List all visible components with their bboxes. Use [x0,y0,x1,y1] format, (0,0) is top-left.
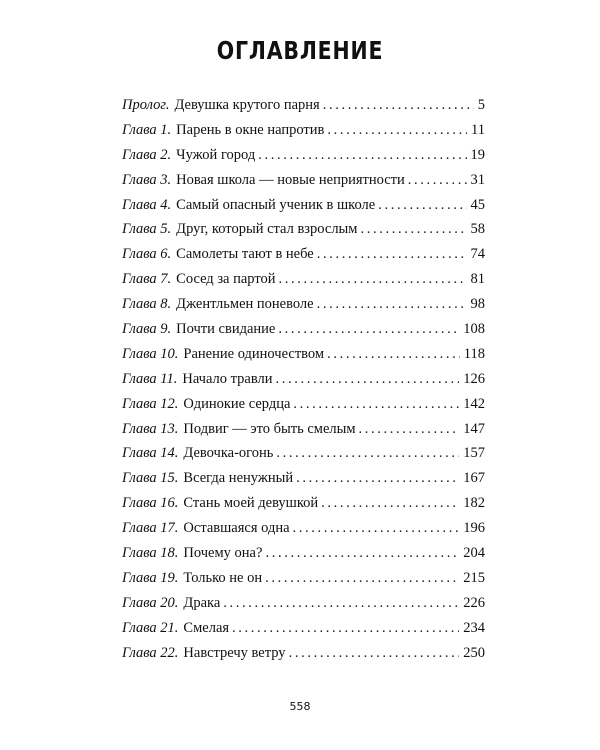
dot-leader [223,591,459,616]
toc-entry [122,392,485,417]
chapter-page-number: 250 [463,644,485,661]
chapter-label: Глава 17. [122,520,179,537]
dot-leader [317,292,467,317]
dot-leader [265,566,459,591]
chapter-label: Пролог. [122,97,170,113]
chapter-label: Глава 12. [122,395,179,412]
table-of-contents [122,93,485,665]
toc-entry [122,93,485,118]
chapter-title: Смелая [183,619,230,636]
toc-entry [122,367,485,392]
chapter-label: Глава 1. [122,121,172,138]
dot-leader [289,641,460,666]
chapter-page-number: 98 [470,296,485,313]
chapter-title: Джентльмен поневоле [176,296,314,313]
chapter-label: Глава 15. [122,470,179,487]
toc-entry [122,417,485,442]
dot-leader [293,392,459,417]
toc-entry [122,317,485,342]
chapter-title: Оставшаяся одна [183,520,290,537]
chapter-title: Почти свидание [176,321,276,338]
chapter-page-number: 126 [463,370,485,387]
chapter-label: Глава 2. [122,146,172,163]
chapter-page-number: 157 [463,445,485,462]
toc-entry [122,193,485,218]
chapter-title: Ранение одиночеством [183,345,325,362]
chapter-label: Глава 11. [122,370,178,387]
chapter-label: Глава 20. [122,594,179,611]
chapter-title: Самолеты тают в небе [176,246,314,263]
dot-leader [278,317,459,342]
chapter-title: Друг, который стал взрослым [176,221,358,238]
chapter-label: Глава 21. [122,619,179,636]
dot-leader [276,441,459,466]
dot-leader [258,143,466,168]
toc-entry [122,118,485,143]
dot-leader [323,93,474,118]
chapter-title: Парень в окне напротив [176,121,325,138]
chapter-label: Глава 4. [122,196,172,213]
toc-entry [122,541,485,566]
dot-leader [327,342,460,367]
chapter-label: Глава 19. [122,569,179,586]
chapter-label: Глава 9. [122,321,172,338]
chapter-page-number: 81 [470,271,485,288]
page-title: ОГЛАВЛЕНИЕ [216,36,384,65]
chapter-title: Начало травли [182,370,273,387]
toc-entry [122,491,485,516]
chapter-label: Глава 7. [122,271,172,288]
chapter-page-number: 31 [470,171,485,188]
chapter-page-number: 204 [463,545,485,562]
chapter-page-number: 5 [477,97,485,113]
chapter-page-number: 196 [463,520,485,537]
chapter-label: Глава 14. [122,445,179,462]
chapter-page-number: 226 [463,594,485,611]
toc-entry [122,566,485,591]
toc-entry [122,242,485,267]
toc-entry [122,143,485,168]
chapter-label: Глава 22. [122,644,179,661]
chapter-title: Только не он [183,569,263,586]
chapter-label: Глава 16. [122,495,179,512]
toc-entry [122,342,485,367]
chapter-title: Девушка крутого парня [174,97,320,113]
dot-leader [276,367,460,392]
dot-leader [327,118,467,143]
chapter-title: Подвиг — это быть смелым [183,420,356,437]
toc-entry [122,591,485,616]
toc-entry [122,292,485,317]
chapter-title: Сосед за партой [176,271,276,288]
toc-entry [122,616,485,641]
dot-leader [265,541,459,566]
chapter-title: Девочка-огонь [183,445,274,462]
chapter-page-number: 234 [463,619,485,636]
chapter-label: Глава 6. [122,246,172,263]
chapter-page-number: 182 [463,495,485,512]
dot-leader [378,193,466,218]
chapter-page-number: 108 [463,321,485,338]
dot-leader [408,168,467,193]
chapter-page-number: 167 [463,470,485,487]
chapter-page-number: 215 [463,569,485,586]
chapter-page-number: 45 [470,196,485,213]
chapter-page-number: 118 [463,345,485,362]
chapter-page-number: 58 [470,221,485,238]
chapter-label: Глава 10. [122,345,179,362]
chapter-title: Почему она? [183,545,263,562]
toc-entry [122,441,485,466]
toc-entry [122,641,485,666]
chapter-label: Глава 8. [122,296,172,313]
dot-leader [293,516,460,541]
dot-leader [321,491,459,516]
dot-leader [279,267,467,292]
dot-leader [359,417,460,442]
chapter-page-number: 11 [471,121,485,138]
toc-entry [122,516,485,541]
chapter-page-number: 147 [463,420,485,437]
dot-leader [232,616,459,641]
toc-entry [122,466,485,491]
page-number: 558 [289,700,311,713]
chapter-page-number: 19 [470,146,485,163]
chapter-title: Драка [183,594,221,611]
chapter-label: Глава 13. [122,420,179,437]
chapter-title: Новая школа — новые неприятности [176,171,405,188]
chapter-title: Одинокие сердца [183,395,291,412]
dot-leader [296,466,459,491]
toc-entry [122,267,485,292]
chapter-title: Всегда ненужный [183,470,294,487]
dot-leader [317,242,467,267]
chapter-title: Чужой город [176,146,256,163]
chapter-label: Глава 5. [122,221,172,238]
chapter-label: Глава 18. [122,545,179,562]
toc-entry [122,168,485,193]
chapter-title: Самый опасный ученик в школе [176,196,376,213]
chapter-page-number: 74 [470,246,485,263]
dot-leader [360,217,466,242]
chapter-title: Навстречу ветру [183,644,286,661]
toc-entry [122,217,485,242]
chapter-label: Глава 3. [122,171,172,188]
chapter-page-number: 142 [463,395,485,412]
chapter-title: Стань моей девушкой [183,495,319,512]
